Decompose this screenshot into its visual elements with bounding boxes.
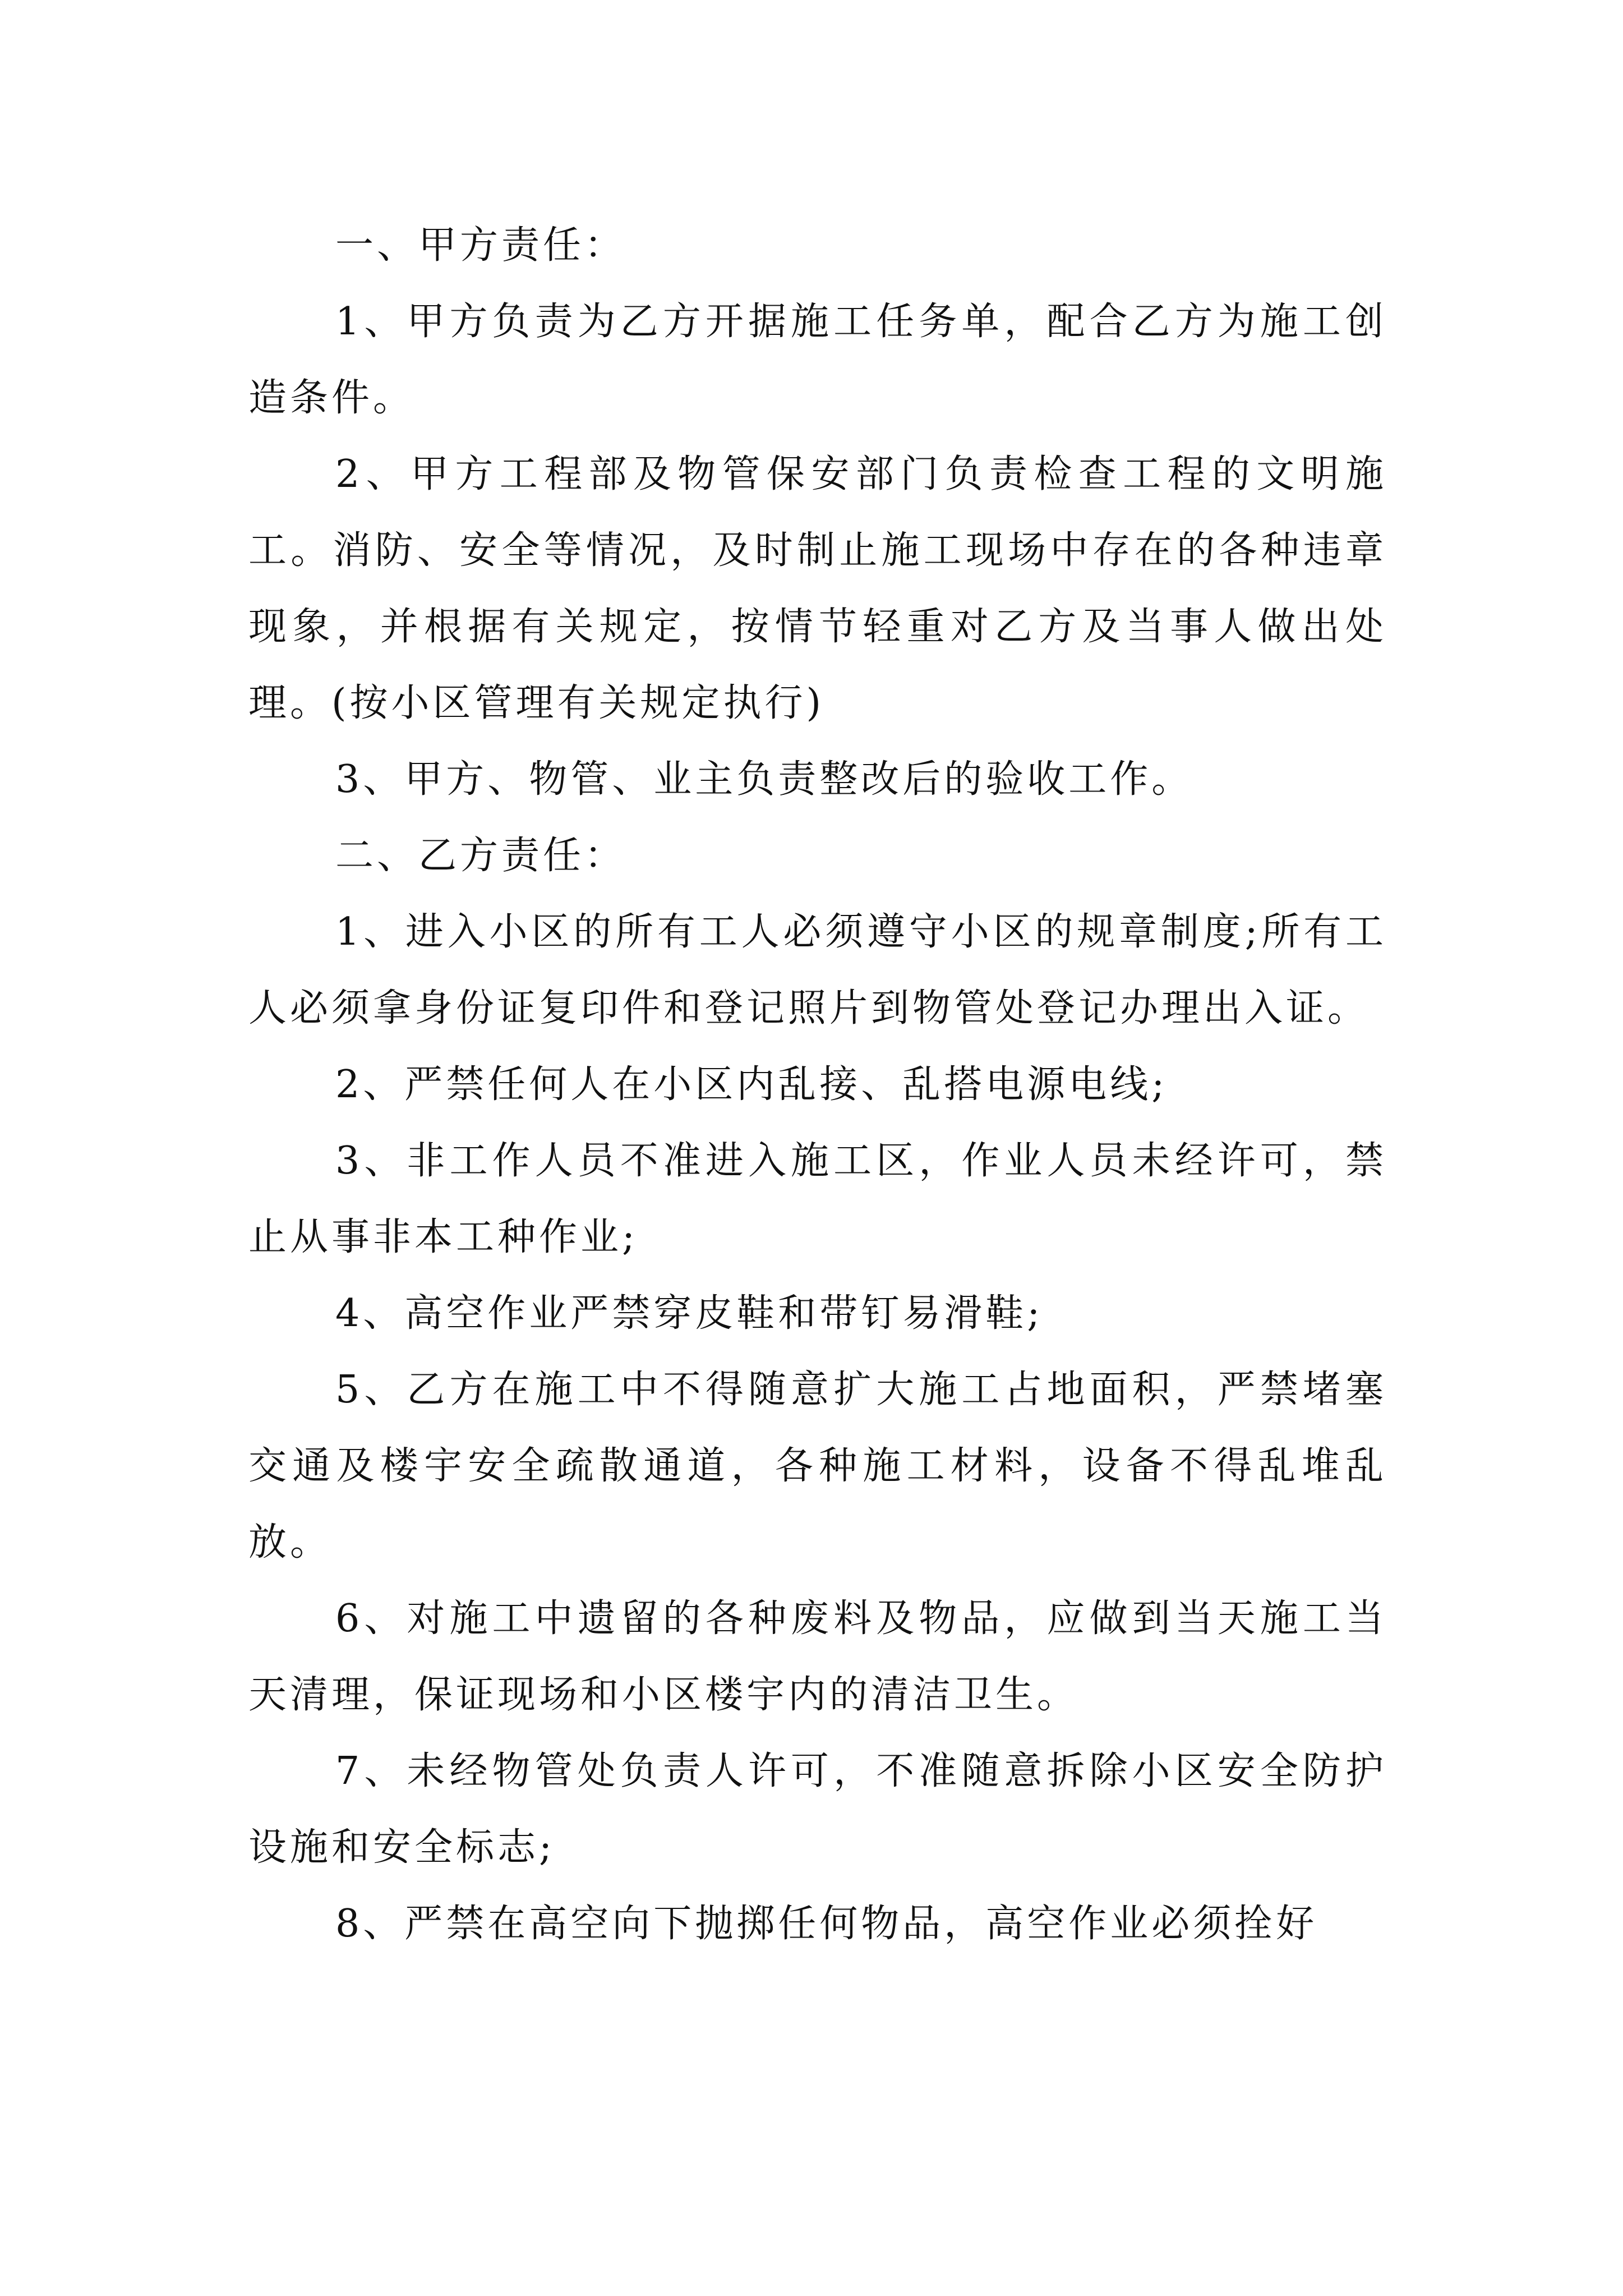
paragraph-b7: 7、未经物管处负责人许可，不准随意拆除小区安全防护设施和安全标志; bbox=[248, 1749, 1387, 1870]
paragraph-b4: 4、高空作业严禁穿皮鞋和带钉易滑鞋; bbox=[335, 1291, 1044, 1336]
paragraph-b1: 1、进入小区的所有工人必须遵守小区的规章制度;所有工人必须拿身份证复印件和登记照片到物管处登记办理出入证。 bbox=[248, 910, 1387, 1030]
paragraph-a1: 1、甲方负责为乙方开据施工任务单，配合乙方为施工创造条件。 bbox=[248, 300, 1387, 420]
paragraph-a2: 2、甲方工程部及物管保安部门负责检查工程的文明施工。消防、安全等情况，及时制止施工现场中存在的各种违章现象，并根据有关规定，按情节轻重对乙方及当事人做出处理。(按小区管理有关规定执行) bbox=[248, 452, 1387, 725]
paragraph-b3: 3、非工作人员不准进入施工区，作业人员未经许可，禁止从事非本工种作业; bbox=[248, 1139, 1387, 1259]
paragraph-b2: 2、严禁任何人在小区内乱接、乱搭电源电线; bbox=[335, 1062, 1168, 1107]
paragraph-b6: 6、对施工中遗留的各种废料及物品，应做到当天施工当天清理，保证现场和小区楼宇内的清洁卫生。 bbox=[248, 1596, 1387, 1717]
section-heading-party-b: 二、乙方责任： bbox=[335, 834, 626, 878]
paragraph-a3: 3、甲方、物管、业主负责整改后的验收工作。 bbox=[335, 757, 1193, 802]
paragraph-b8: 8、严禁在高空向下抛掷任何物品，高空作业必须拴好 bbox=[335, 1902, 1318, 1946]
document-body bbox=[248, 208, 1387, 1962]
section-heading-party-a: 一、甲方责任： bbox=[335, 223, 626, 268]
paragraph-b5: 5、乙方在施工中不得随意扩大施工占地面积，严禁堵塞交通及楼宇安全疏散通道，各种施工材料，设备不得乱堆乱放。 bbox=[248, 1368, 1387, 1565]
